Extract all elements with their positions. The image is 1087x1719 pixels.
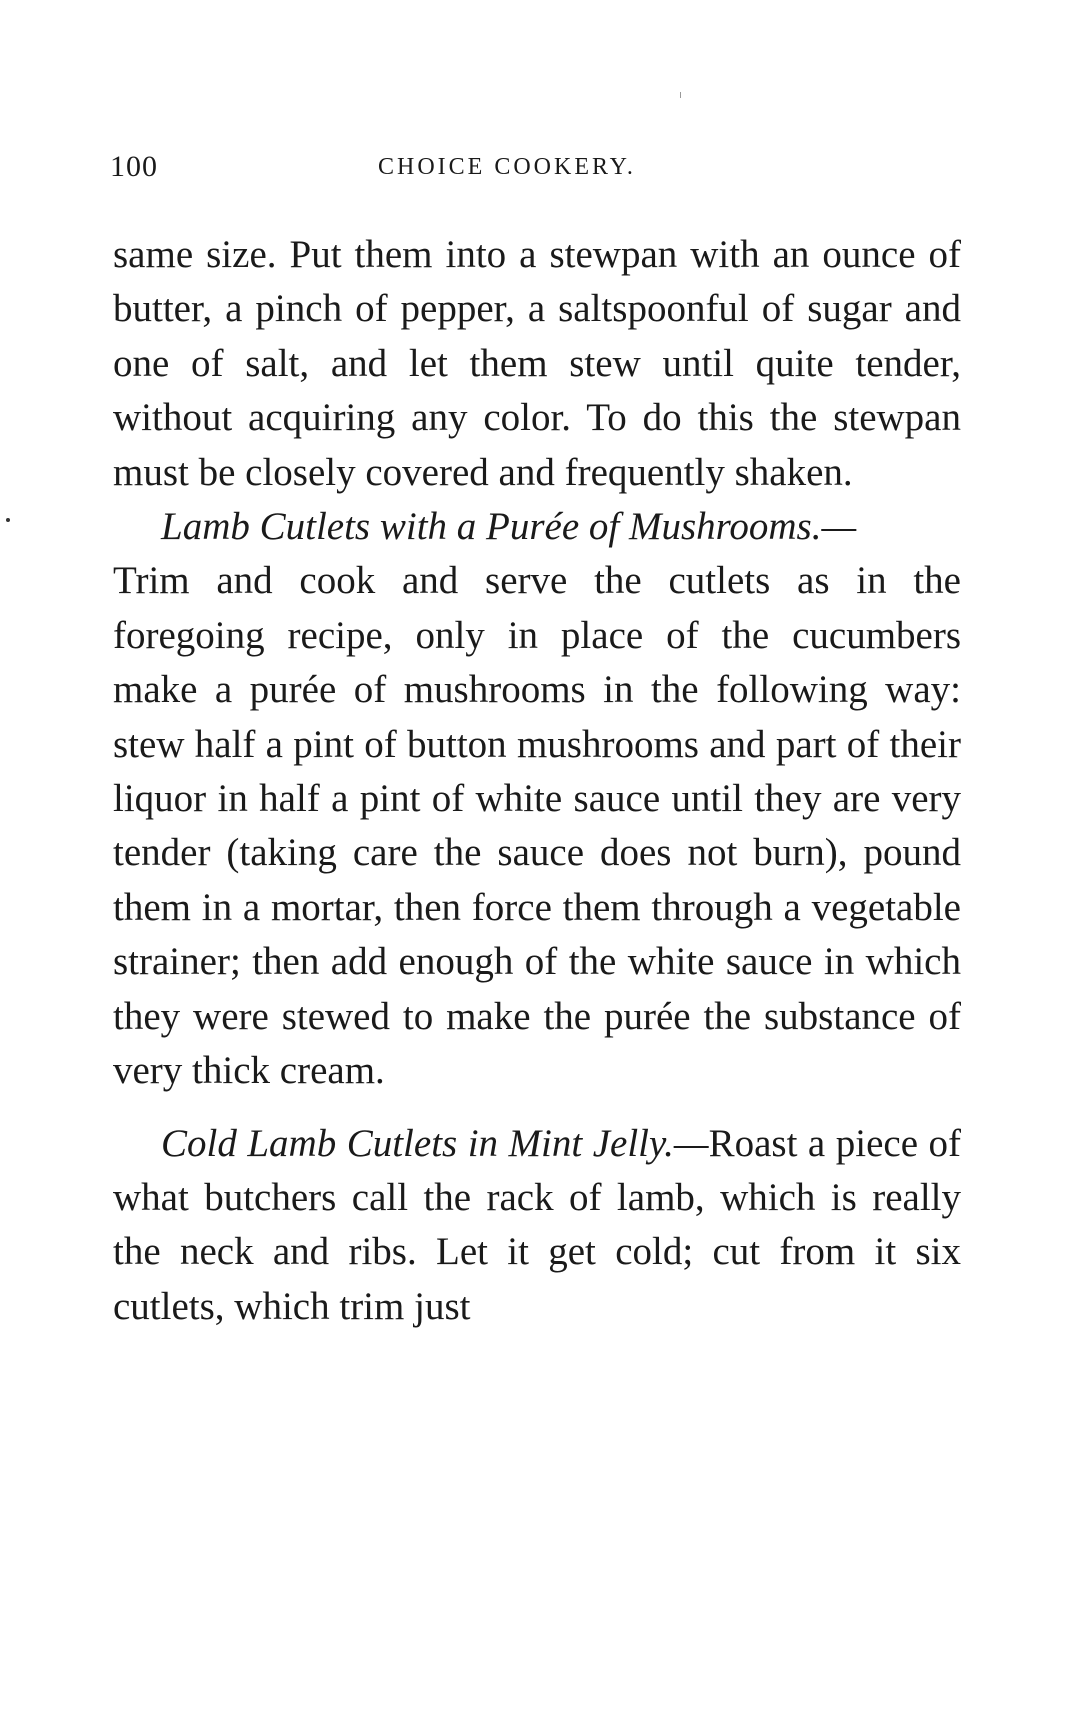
recipe-title: Cold Lamb Cutlets in Mint Jelly.— [161, 1121, 709, 1165]
paragraph-body: Trim and cook and serve the cutlets as in the foregoing recipe, only in place of the cucumbers make a purée of mushrooms in the following way: stew half a pint of button mushrooms and part of their liquor in half a pint of white sauce until they are very tender (taking care the sauce does not burn), pound them in a mortar, then force them through a vegetable strainer; then add enough of the white sauce in which they were stewed to make the purée the substance of very thick cream. [113, 559, 961, 1093]
page-text [113, 228, 961, 1334]
scan-speck [6, 518, 10, 522]
page-number: 100 [110, 150, 158, 183]
book-title: CHOICE COOKERY. [378, 154, 636, 180]
paragraph-lamb-cutlets-mushrooms [113, 500, 961, 1098]
paragraph-body: Roast a piece of what butchers call the rack of lamb, which is really the neck and ribs. Let it get cold; cut from it six cutlets, which trim just [113, 1121, 961, 1328]
paragraph-body: same size. Put them into a stewpan with an ounce of butter, a pinch of pepper, a saltspoonful of sugar and one of salt, and let them stew until quite tender, without acquiring any color. To do this the stewpan must be closely covered and frequently shaken. [113, 233, 961, 494]
recipe-title: Lamb Cutlets with a Purée of Mushrooms.— [161, 505, 857, 549]
running-header [110, 150, 970, 190]
paragraph-continuation [113, 228, 961, 500]
scan-mark [680, 92, 681, 98]
paragraph-cold-lamb-cutlets [113, 1117, 961, 1335]
